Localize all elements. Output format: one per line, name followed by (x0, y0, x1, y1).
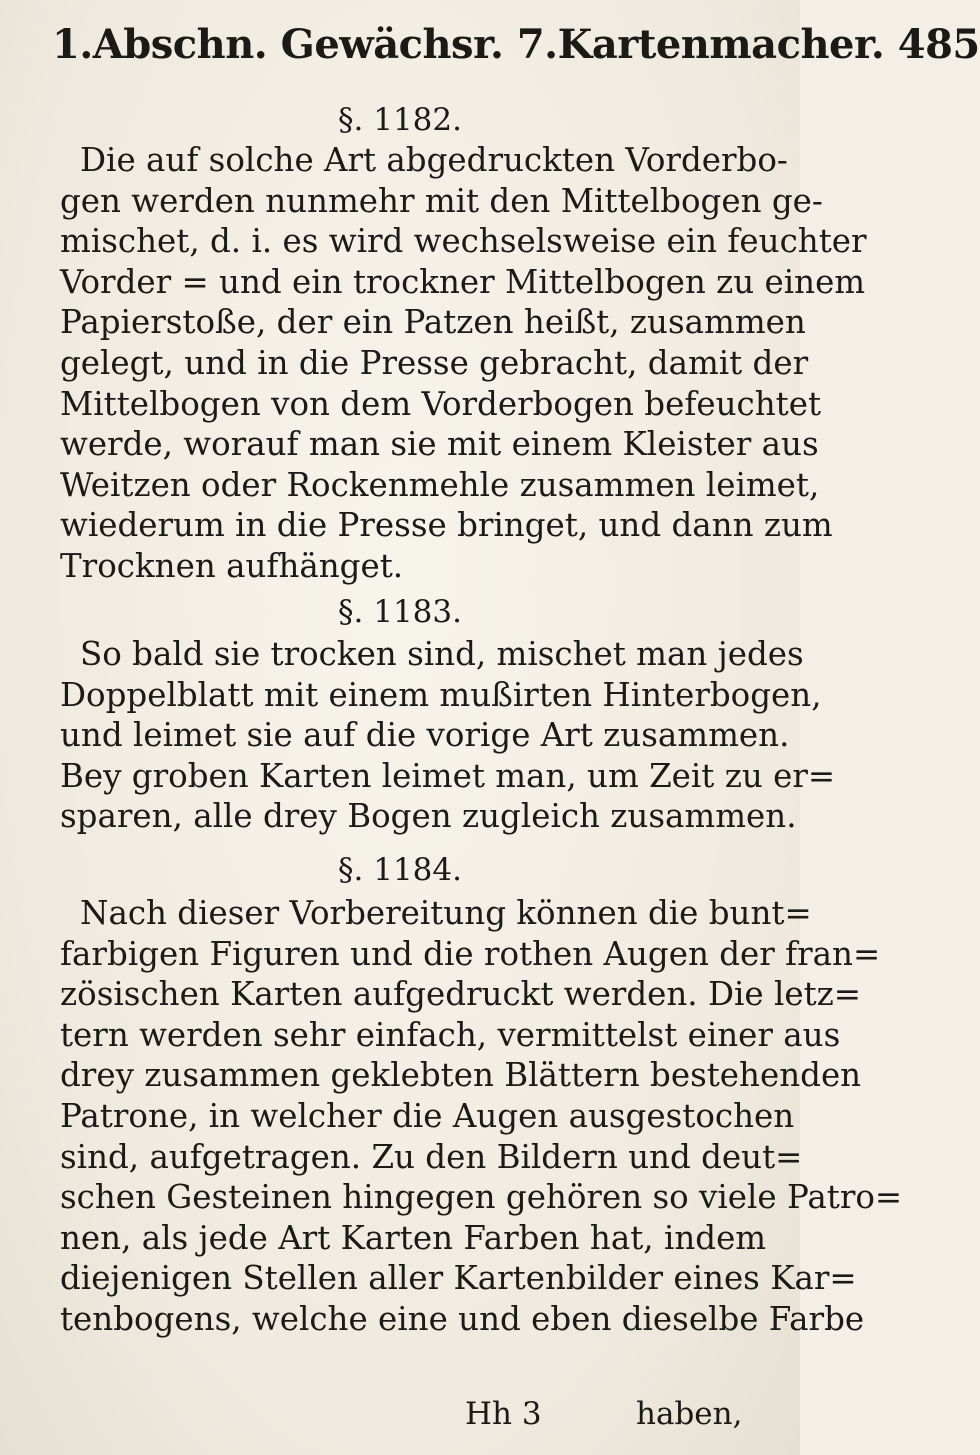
text-line: tenbogens, welche eine und eben dieselbe Farbe (60, 1299, 865, 1338)
text-line: werde, worauf man sie mit einem Kleister aus (60, 425, 819, 464)
text-line: nen, als jede Art Karten Farben hat, indem (60, 1218, 767, 1257)
text-line: tern werden sehr einfach, vermittelst einer aus (60, 1015, 841, 1054)
text-line: Trocknen aufhänget. (60, 546, 404, 585)
text-line: mischet, d. i. es wird wechselsweise ein feuchter (60, 222, 867, 261)
text-line: wiederum in die Presse bringet, und dann zum (60, 506, 833, 545)
text-line: sind, aufgetragen. Zu den Bildern und deut= (60, 1137, 803, 1176)
text-line: Bey groben Karten leimet man, um Zeit zu er= (60, 756, 836, 795)
text-line: Patrone, in welcher die Augen ausgestochen (60, 1096, 795, 1135)
text-line: Mittelbogen von dem Vorderbogen befeuchtet (60, 384, 822, 423)
paragraph-1184 (60, 893, 903, 1340)
catchword: haben, (636, 1396, 743, 1432)
text-line: gelegt, und in die Presse gebracht, damit der (60, 343, 809, 382)
section-number-1182: §. 1182. (338, 102, 462, 138)
text-line: schen Gesteinen hingegen gehören so viele Patro= (60, 1178, 903, 1217)
section-number-1184: §. 1184. (338, 852, 462, 888)
text-line: farbigen Figuren und die rothen Augen der fran= (60, 934, 881, 973)
text-line: Papierstoße, der ein Patzen heißt, zusammen (60, 303, 806, 342)
paragraph-1182 (60, 140, 867, 587)
running-head: 1.Abschn. Gewächsr. 7.Kartenmacher. 485 (52, 21, 980, 68)
text-line: Nach dieser Vorbereitung können die bunt= (80, 894, 812, 932)
text-line: Doppelblatt mit einem mußirten Hinterbogen, (60, 675, 822, 714)
text-line: und leimet sie auf die vorige Art zusammen. (60, 716, 790, 755)
text-line: gen werden nunmehr mit den Mittelbogen ge- (60, 181, 823, 220)
text-line: Weitzen oder Rockenmehle zusammen leimet, (60, 465, 820, 504)
text-line: diejenigen Stellen aller Kartenbilder eines Kar= (60, 1259, 857, 1298)
text-line: zösischen Karten aufgedruckt werden. Die letz= (60, 975, 862, 1014)
section-number-1183: §. 1183. (338, 594, 462, 630)
text-line: drey zusammen geklebten Blättern bestehenden (60, 1056, 862, 1095)
text-line: Vorder = und ein trockner Mittelbogen zu einem (60, 262, 866, 301)
paragraph-1183 (60, 634, 836, 837)
signature-mark: Hh 3 (465, 1396, 542, 1432)
page-footer (0, 1392, 800, 1436)
text-line: So bald sie trocken sind, mischet man jedes (80, 635, 804, 673)
text-line: Die auf solche Art abgedruckten Vorderbo- (80, 141, 788, 179)
text-line: sparen, alle drey Bogen zugleich zusammen. (60, 797, 797, 836)
